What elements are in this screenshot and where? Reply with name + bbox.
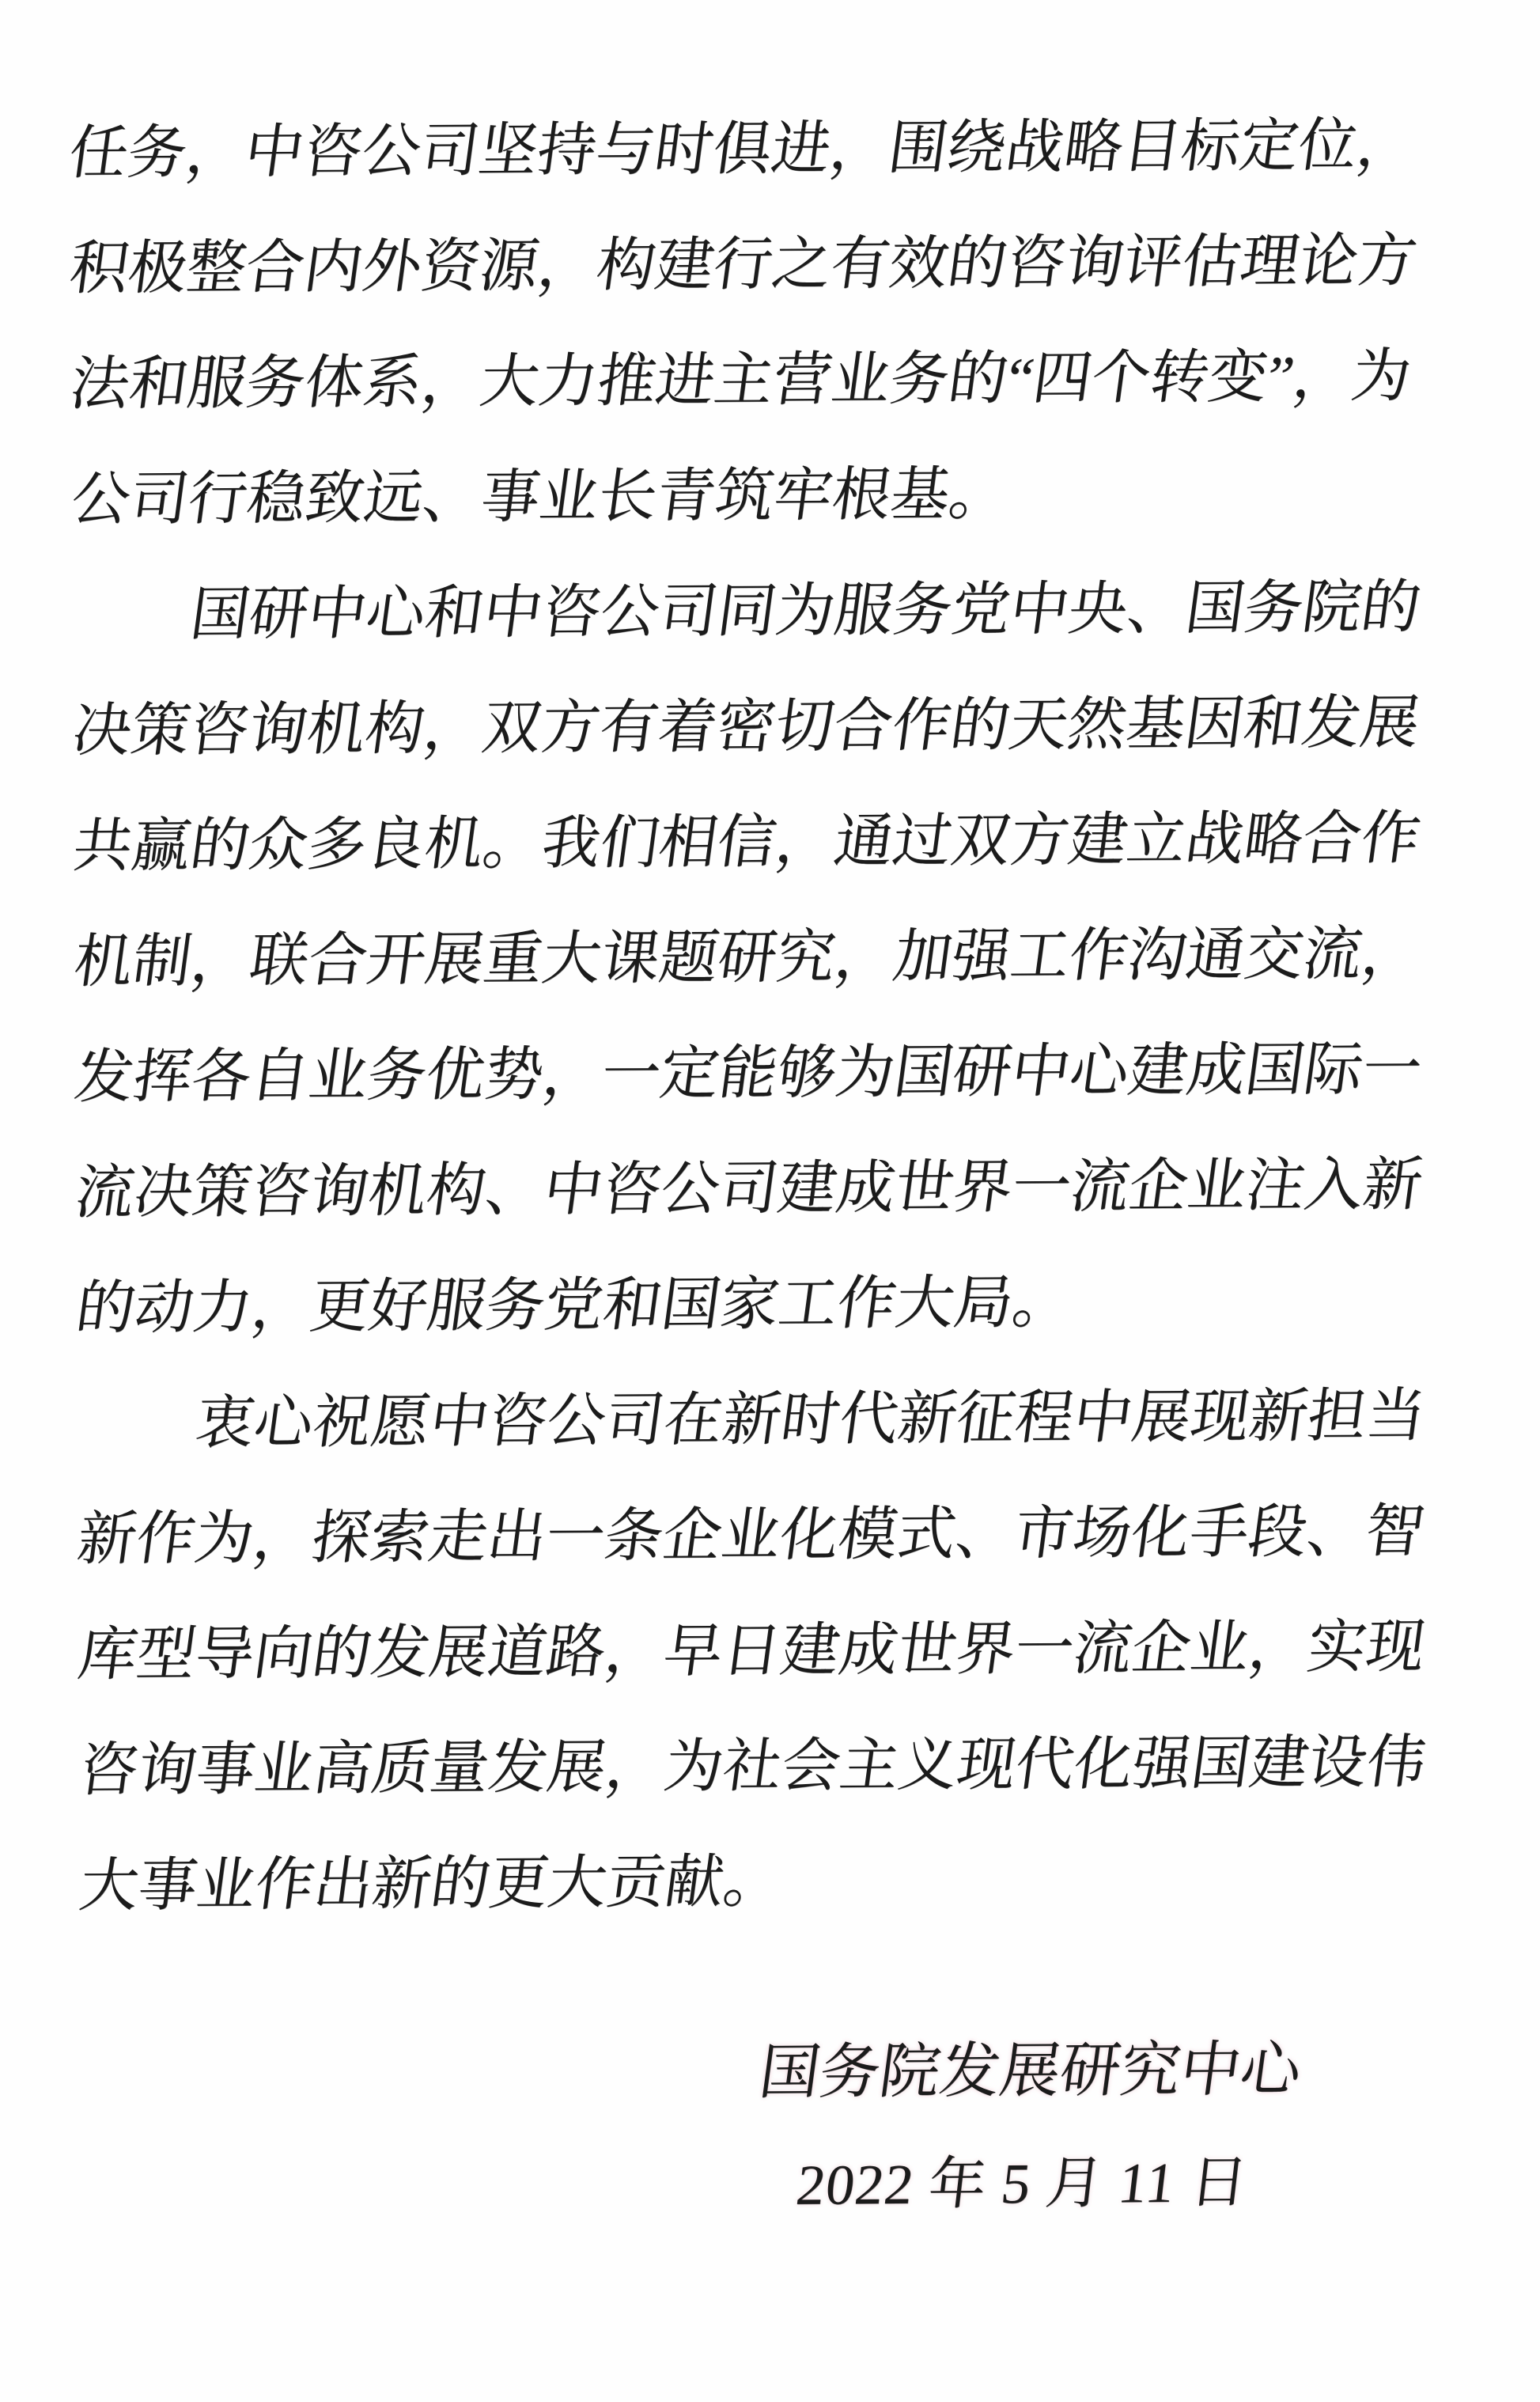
body-text-line: 法和服务体系，大力推进主营业务的“四个转变”，为 [66, 344, 1415, 418]
body-text-line: 新作为，探索走出一条企业化模式、市场化手段、智 [73, 1498, 1428, 1573]
body-text-line: 任务，中咨公司坚持与时俱进，围绕战略目标定位， [65, 112, 1421, 187]
body-text-line: 的动力，更好服务党和国家工作大局。 [72, 1270, 1076, 1342]
body-text-line: 大事业作出新的更大贡献。 [75, 1849, 787, 1919]
body-text-line: 机制，联合开展重大课题研究，加强工作沟通交流， [70, 921, 1425, 995]
body-text-line: 库型导向的发展道路，早日建成世界一流企业，实现 [74, 1614, 1429, 1688]
signature-org-name: 国务院发展研究中心 [755, 2036, 1306, 2107]
body-text-line: 发挥各自业务优势，一定能够为国研中心建成国际一 [70, 1036, 1426, 1111]
body-text-line: 决策咨询机构，双方有着密切合作的天然基因和发展 [68, 690, 1424, 764]
paragraph-2 [68, 550, 1434, 1366]
letter-body [65, 88, 1437, 1944]
paragraph-3 [73, 1358, 1437, 1944]
body-text-line: 咨询事业高质量发展，为社会主义现代化强国建设伟 [74, 1730, 1430, 1804]
paragraph-1 [65, 88, 1429, 558]
body-text-line: 积极整合内外资源，构建行之有效的咨询评估理论方 [66, 228, 1421, 302]
body-text-line: 流决策咨询机构、中咨公司建成世界一流企业注入新 [71, 1152, 1427, 1226]
signature-date: 2022 年 5 月 11 日 [793, 2150, 1252, 2217]
body-text-line: 衷心祝愿中咨公司在新时代新征程中展现新担当 [191, 1383, 1430, 1457]
body-text-line: 共赢的众多良机。我们相信，通过双方建立战略合作 [69, 805, 1425, 880]
body-text-line: 国研中心和中咨公司同为服务党中央、国务院的 [186, 574, 1425, 648]
body-text-line: 公司行稳致远、事业长青筑牢根基。 [66, 462, 1012, 533]
